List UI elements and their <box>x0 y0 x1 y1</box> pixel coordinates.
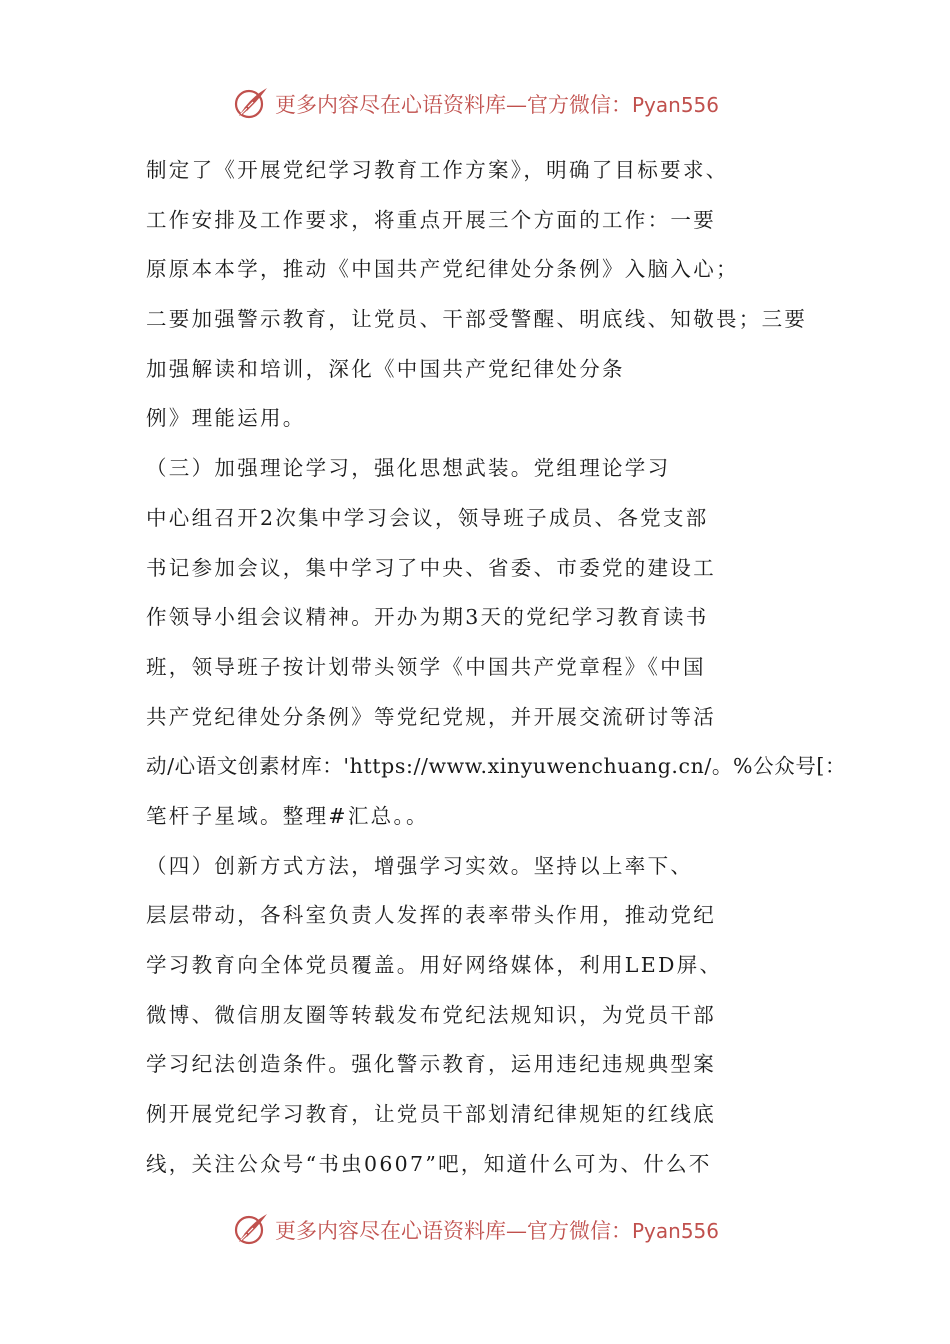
text-line: （四）创新方式方法，增强学习实效。坚持以上率下、 <box>146 853 694 878</box>
text-line: 工作安排及工作要求，将重点开展三个方面的工作：一要 <box>146 207 716 232</box>
text-line: 学习教育向全体党员覆盖。用好网络媒体，利用LED屏、 <box>146 953 723 977</box>
text-line: 例开展党纪学习教育，让党员干部划清纪律规矩的红线底 <box>146 1102 716 1127</box>
banner-text: 更多内容尽在心语资料库—官方微信：Pyan556 <box>274 1219 719 1243</box>
footer-banner <box>0 1208 950 1252</box>
header-banner <box>0 82 950 126</box>
wechat-id: Pyan556 <box>631 1219 719 1243</box>
document-body <box>146 150 846 1193</box>
wechat-id: Pyan556 <box>631 93 719 117</box>
text-line: 笔杆子星域。整理#汇总。。 <box>146 803 429 828</box>
text-line: 学习纪法创造条件。强化警示教育，运用违纪违规典型案 <box>146 1052 716 1077</box>
text-line: 共产党纪律处分条例》等党纪党规，并开展交流研讨等活 <box>146 704 716 729</box>
quill-logo-icon <box>231 1210 271 1250</box>
text-line: 线，关注公众号“书虫0607”吧，知道什么可为、什么不 <box>146 1151 712 1176</box>
quill-logo-icon <box>231 84 271 124</box>
text-line: 制定了《开展党纪学习教育工作方案》，明确了目标要求、 <box>146 158 729 182</box>
text-line: 二要加强警示教育，让党员、干部受警醒、明底线、知敬畏；三要 <box>146 307 808 332</box>
text-line: 例》理能运用。 <box>146 406 306 431</box>
text-line: 原原本本学，推动《中国共产党纪律处分条例》入脑入心； <box>146 257 739 282</box>
text-line: 加强解读和培训，深化《中国共产党纪律处分条 <box>146 356 625 381</box>
text-line: （三）加强理论学习，强化思想武装。党组理论学习 <box>146 456 671 481</box>
text-line: 动/心语文创素材库：'https://www.xinyuwenchuang.cn/。%公众号[： <box>146 754 847 779</box>
text-line: 中心组召开2次集中学习会议，领导班子成员、各党支部 <box>146 505 709 530</box>
text-line: 作领导小组会议精神。开办为期3天的党纪学习教育读书 <box>146 605 709 630</box>
banner-text: 更多内容尽在心语资料库—官方微信：Pyan556 <box>274 93 719 117</box>
text-line: 班，领导班子按计划带头领学《中国共产党章程》《中国 <box>146 654 706 679</box>
text-line: 层层带动，各科室负责人发挥的表率带头作用，推动党纪 <box>146 903 716 928</box>
text-line: 微博、微信朋友圈等转载发布党纪法规知识，为党员干部 <box>146 1002 716 1027</box>
text-line: 书记参加会议，集中学习了中央、省委、市委党的建设工 <box>146 555 716 580</box>
